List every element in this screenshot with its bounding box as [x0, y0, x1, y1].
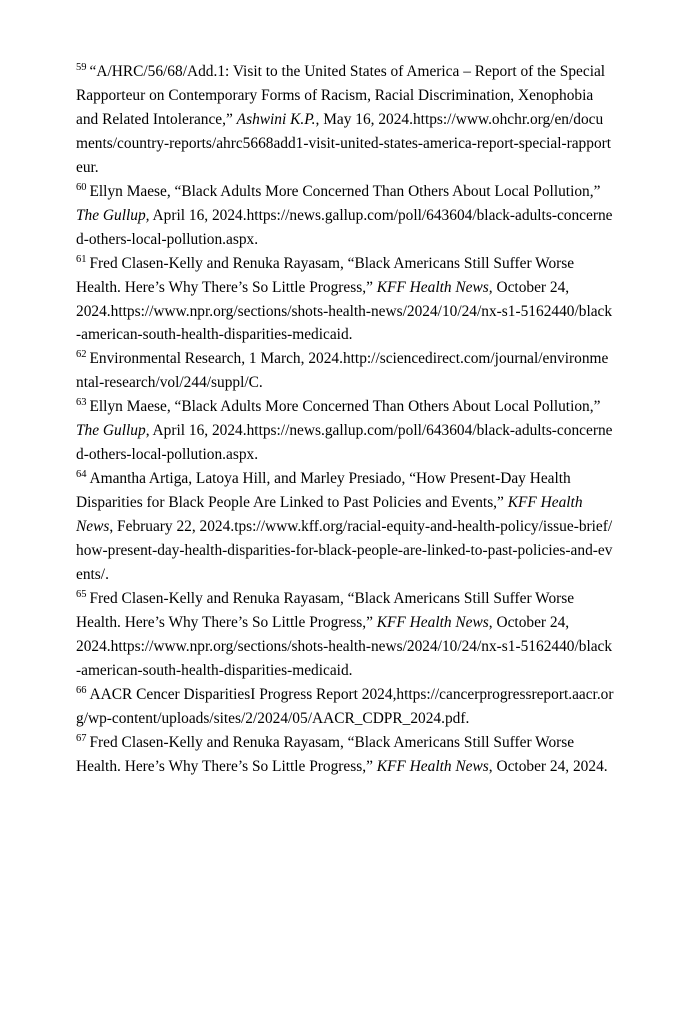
endnote: [76, 683, 615, 731]
endnote-url[interactable]: https://www.npr.org/sections/shots-health-news/2024/10/24/nx-s1-5162440/black-american-south-health-disparities-medicaid.: [76, 637, 613, 679]
endnote-url[interactable]: https://news.gallup.com/poll/643604/black-adults-concerned-others-local-pollution.aspx.: [76, 206, 613, 248]
endnote-number: 61: [76, 253, 87, 265]
endnote-text: , October 24, 2024.: [488, 757, 608, 775]
endnote-text: Fred Clasen-Kelly and Renuka Rayasam, “Black Americans Still Suffer Worse Health. Here’s Why There’s So Little Progress,”: [76, 589, 575, 631]
endnote-source-title: Ashwini K.P.,: [236, 110, 320, 128]
endnote-text: Ellyn Maese, “Black Adults More Concerned Than Others About Local Pollution,”: [89, 398, 601, 416]
endnotes-list: [76, 60, 615, 779]
endnote-text: May 16, 2024.: [319, 110, 413, 128]
endnote-number: 63: [76, 397, 87, 409]
endnote-number: 64: [76, 469, 87, 481]
endnote-text: Ellyn Maese, “Black Adults More Concerned Than Others About Local Pollution,”: [89, 182, 601, 200]
endnote-number: 66: [76, 684, 87, 696]
endnote-text: Amantha Artiga, Latoya Hill, and Marley Presiado, “How Present-Day Health Disparities for Black People Are Linked to Past Policies and Events,”: [76, 470, 571, 512]
endnote-url[interactable]: https://www.ohchr.org/en/documents/country-reports/ahrc5668add1-visit-united-states-america-report-special-rapporteur.: [76, 110, 612, 176]
endnote: [76, 252, 615, 348]
endnote-number: 65: [76, 588, 87, 600]
endnote-text: , April 16, 2024.: [145, 422, 247, 440]
endnote-text: , February 22, 2024.: [109, 518, 235, 536]
endnote-text: October 24, 2024.: [76, 278, 570, 320]
endnote-url[interactable]: https://news.gallup.com/poll/643604/black-adults-concerned-others-local-pollution.aspx.: [76, 422, 613, 464]
endnote-text: Fred Clasen-Kelly and Renuka Rayasam, “Black Americans Still Suffer Worse Health. Here’s Why There’s So Little Progress,”: [76, 733, 575, 775]
endnote-source-title: KFF Health News: [376, 613, 489, 631]
endnote: [76, 347, 615, 395]
endnote-source-title: The Gullup,: [76, 206, 150, 224]
endnote-url[interactable]: https://cancerprogressreport.aacr.org/wp-content/uploads/sites/2/2024/05/AACR_CDPR_2024.pdf.: [76, 685, 614, 727]
endnote: [76, 60, 615, 180]
endnote-url[interactable]: tps://www.kff.org/racial-equity-and-health-policy/issue-brief/how-present-day-health-disparities-for-black-people-are-linked-to-past-policies-and-events/.: [76, 518, 613, 584]
endnote-number: 67: [76, 732, 87, 744]
endnote-text: April 16, 2024.: [149, 206, 247, 224]
endnote-text: Environmental Research, 1 March, 2024.: [89, 350, 343, 368]
endnote-text: Fred Clasen-Kelly and Renuka Rayasam, “Black Americans Still Suffer Worse Health. Here’s Why There’s So Little Progress,”: [76, 254, 575, 296]
endnote-number: 59: [76, 61, 87, 73]
endnote-url[interactable]: https://www.npr.org/sections/shots-health-news/2024/10/24/nx-s1-5162440/black-american-south-health-disparities-medicaid.: [76, 302, 613, 344]
endnote: [76, 731, 615, 779]
endnote-text: AACR Cencer DisparitiesI Progress Report 2024,: [89, 685, 397, 703]
endnote-text: , October 24, 2024.: [76, 613, 570, 655]
endnote: [76, 587, 615, 683]
endnote: [76, 467, 615, 587]
endnote-source-title: The Gullup: [76, 422, 146, 440]
endnote-url[interactable]: http://sciencedirect.com/journal/environmental-research/vol/244/suppl/C.: [76, 350, 609, 392]
endnote: [76, 180, 615, 252]
endnote-source-title: KFF Health News: [76, 494, 583, 536]
endnote-number: 60: [76, 181, 87, 193]
endnote-source-title: KFF Health News,: [376, 278, 493, 296]
endnote: [76, 395, 615, 467]
endnote-number: 62: [76, 349, 87, 361]
endnote-source-title: KFF Health News: [376, 757, 489, 775]
endnote-text: “A/HRC/56/68/Add.1: Visit to the United States of America – Report of the Special Rapporteur on Contemporary Forms of Racism, Racial Discrimination, Xenophobia and Related Intolerance,”: [76, 63, 606, 128]
